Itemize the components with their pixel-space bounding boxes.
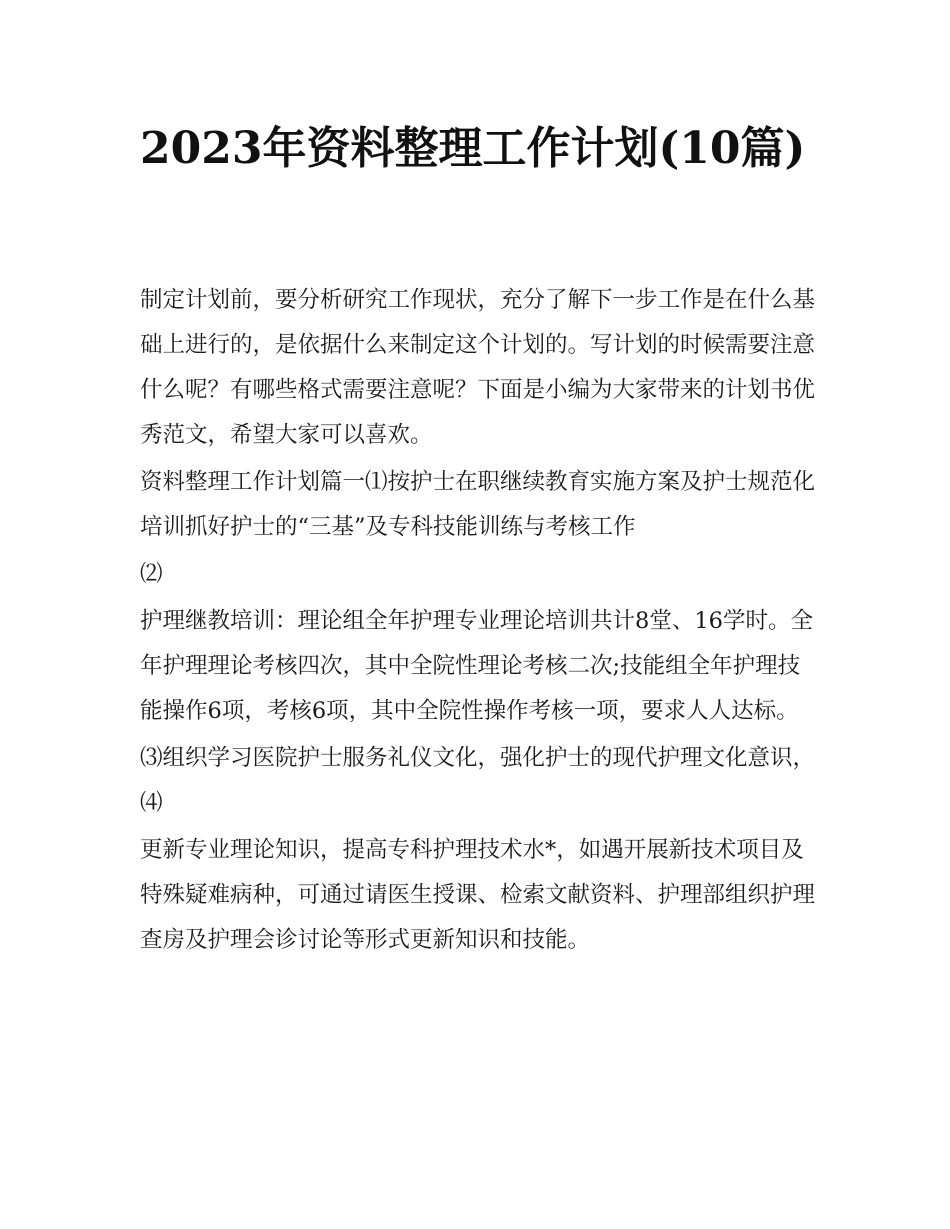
plan-item-1-paragraph: 资料整理工作计划篇一⑴按护士在职继续教育实施方案及护士规范化培训抓好护士的“三基”及专科技能训练与考核工作	[140, 469, 816, 540]
knowledge-update-paragraph: 更新专业理论知识，提高专科护理技术水*，如遇开展新技术项目及特殊疑难病种，可通过请医生授课、检索文献资料、护理部组织护理查房及护理会诊讨论等形式更新知识和技能。	[140, 837, 816, 953]
document-title: 2023年资料整理工作计划(10篇)	[140, 123, 806, 174]
document-body	[140, 278, 820, 965]
training-paragraph: 护理继教培训：理论组全年护理专业理论培训共计8堂、16学时。全年护理理论考核四次，其中全院性理论考核二次;技能组全年护理技能操作6项，考核6项，其中全院性操作考核一项，要求人人达标。	[140, 608, 813, 724]
plan-item-3-paragraph: ⑶组织学习医院护士服务礼仪文化，强化护士的现代护理文化意识，⑷	[140, 745, 816, 816]
intro-paragraph: 制定计划前，要分析研究工作现状，充分了解下一步工作是在什么基础上进行的，是依据什么来制定这个计划的。写计划的时候需要注意什么呢？有哪些格式需要注意呢？下面是小编为大家带来的计划书优秀范文，希望大家可以喜欢。	[140, 287, 816, 448]
plan-item-2-marker: ⑵	[140, 561, 163, 587]
